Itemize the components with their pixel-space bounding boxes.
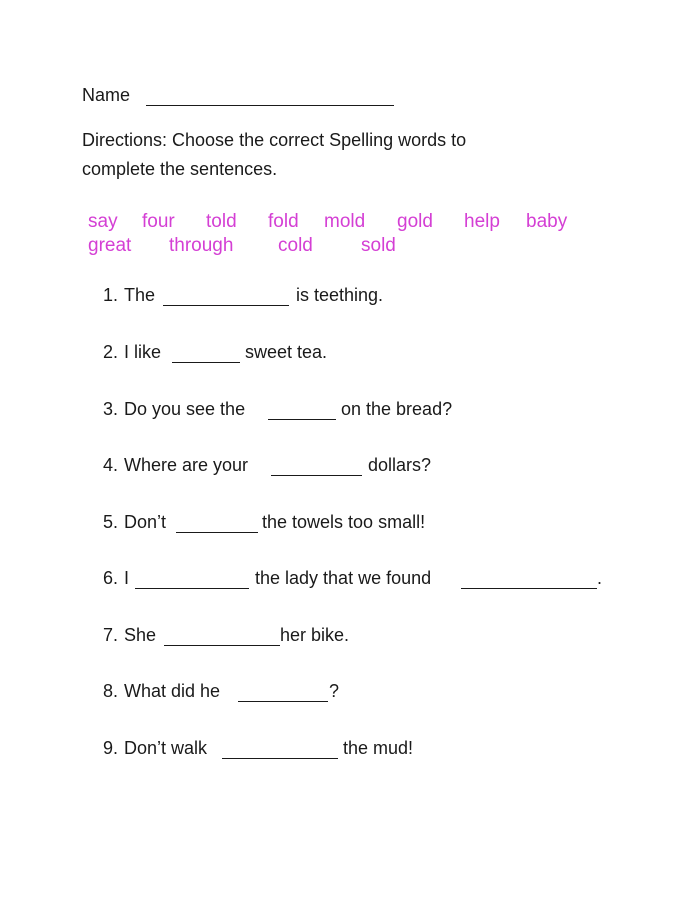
question-text: Don’t walk [124,738,208,758]
question-text: The [124,285,156,305]
word-bank-item: help [464,211,500,232]
question-number: 9. [103,738,119,758]
answer-blank[interactable] [172,344,240,363]
question-number: 3. [103,399,119,419]
question-number: 4. [103,455,119,475]
directions-line-2: complete the sentences. [82,159,278,179]
name-blank[interactable] [146,87,394,106]
question-text: Where are your [124,455,249,475]
name-label: Name [82,85,131,105]
question-number: 6. [103,568,119,588]
word-bank-item: baby [526,211,568,232]
word-bank-item: say [88,211,118,232]
question-text: Do you see the [124,399,246,419]
directions-line-1: Directions: Choose the correct Spelling words to [82,130,467,150]
question-text: What did he [124,681,221,701]
answer-blank[interactable] [238,683,328,702]
answer-blank[interactable] [268,401,336,420]
question-text: Don’t [124,512,167,532]
question-text: on the bread? [341,399,453,419]
word-bank-item: fold [268,211,299,232]
answer-blank[interactable] [164,627,280,646]
word-bank-item: told [206,211,237,232]
word-bank-item: great [88,235,132,256]
question-number: 1. [103,285,119,305]
answer-blank[interactable] [163,287,289,306]
answer-blank[interactable] [461,570,597,589]
question-number: 7. [103,625,119,645]
question-text: She [124,625,157,645]
answer-blank[interactable] [135,570,249,589]
word-bank-item: sold [361,235,396,256]
question-text: I like [124,342,162,362]
question-text: . [597,568,603,588]
word-bank-item: gold [397,211,433,232]
question-number: 5. [103,512,119,532]
question-text: dollars? [368,455,432,475]
question-text: the towels too small! [262,512,426,532]
answer-blank[interactable] [222,740,338,759]
question-text: is teething. [296,285,384,305]
question-number: 2. [103,342,119,362]
word-bank-item: four [142,211,175,232]
question-text: I [124,568,130,588]
answer-blank[interactable] [271,457,362,476]
answer-blank[interactable] [176,514,258,533]
question-text: ? [329,681,340,701]
question-text: her bike. [280,625,350,645]
question-text: sweet tea. [245,342,328,362]
word-bank-item: mold [324,211,366,232]
question-text: the mud! [343,738,414,758]
word-bank-item: through [169,235,234,256]
question-text: the lady that we found [255,568,432,588]
question-number: 8. [103,681,119,701]
word-bank-item: cold [278,235,313,256]
